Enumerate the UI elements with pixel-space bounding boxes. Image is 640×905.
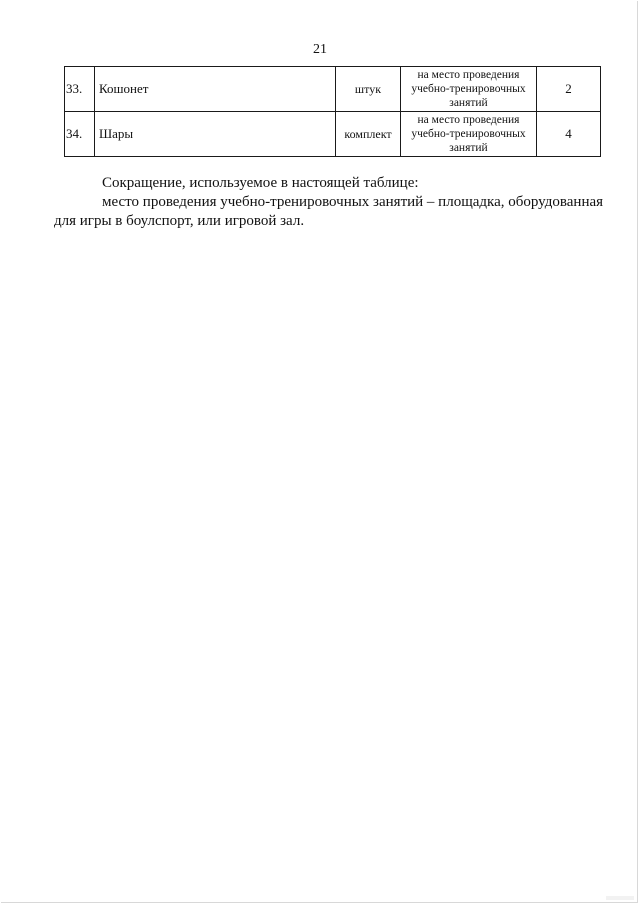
row-number-cell: 34. xyxy=(65,112,95,157)
quantity-cell: 2 xyxy=(537,67,601,112)
location-line: занятий xyxy=(449,97,488,109)
location-line: на место проведения xyxy=(417,69,520,81)
abbreviation-definition: место проведения учебно-тренировочных занятий – площадка, оборудованная для игры в боулспорт, или игровой зал. xyxy=(54,194,604,229)
quantity-cell: 4 xyxy=(537,112,601,157)
page-number: 21 xyxy=(313,42,327,57)
abbreviation-intro: Сокращение, используемое в настоящей таблице: xyxy=(102,175,419,191)
item-name-cell: Шары xyxy=(95,112,336,157)
location-line: занятий xyxy=(449,142,488,154)
location-line: учебно-тренировочных xyxy=(411,128,526,140)
location-cell xyxy=(401,67,537,112)
scan-artifact xyxy=(606,896,634,900)
unit-cell: штук xyxy=(336,67,401,112)
row-number-cell: 33. xyxy=(65,67,95,112)
location-line: на место проведения xyxy=(417,114,520,126)
item-name-cell: Кошонет xyxy=(95,67,336,112)
equipment-table xyxy=(64,66,601,157)
location-cell xyxy=(401,112,537,157)
table-row xyxy=(65,112,601,157)
table-row xyxy=(65,67,601,112)
location-line: учебно-тренировочных xyxy=(411,83,526,95)
unit-cell: комплект xyxy=(336,112,401,157)
